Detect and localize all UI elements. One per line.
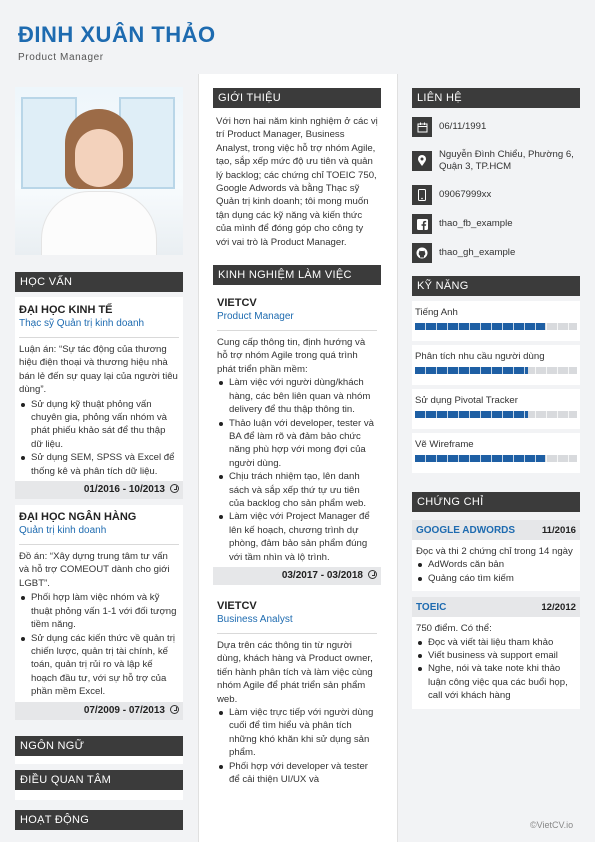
date-text: 03/2017 - 03/2018 [281,569,363,581]
contact-phone[interactable] [412,182,580,208]
skill-bar-track [415,411,577,418]
intro-text: Với hơn hai năm kinh nghiệm ở các vị trí Product Manager, Business Analyst, trong việc hỗ trợ nhóm Agile, tạo, sắp xếp mức độ ưu tiên và quản lý backlog; các chứng chỉ TOEIC 750, Google Adwords và bằng Thạc sỹ Quản trị kinh doanh; tôi mong muốn tận dụng các kỹ năng và kiến thức của mình để đóng góp cho công ty với vai trò là Product Manager. [216,116,378,248]
list-item: Nghe, nói và take note khi thảo luận công việc qua các buổi họp, call với khách hàng [428,662,576,702]
github-text: thao_gh_example [439,246,516,258]
experience-entry [213,591,381,791]
list-item: Sử dụng kỹ thuật phỏng vấn chuyên gia, phỏng vấn nhóm và phát phiếu khảo sát để thu thập dữ liệu. [31,398,179,452]
languages-body [15,756,183,764]
clock-icon [170,705,179,714]
list-item: AdWords căn bản [428,558,576,571]
address-text: Nguyễn Đình Chiểu, Phường 6, Quận 3, TP.HCM [439,148,574,172]
skill-name: Tiếng Anh [415,307,458,318]
date-text: 07/2009 - 07/2013 [83,704,165,716]
certificate-date: 12/2012 [541,601,576,613]
list-item: Sử dụng các kiến thức về quản trị chiến lược, quản trị tài chính, kế toán, quản trị rủi ro và lập kế hoạch đầu tư, với sự hỗ trợ của phần mềm Excel. [31,632,179,699]
list-item: Phối hợp làm việc nhóm và kỹ thuật phỏng vấn 1-1 với đối tượng tiềm năng. [31,591,179,631]
contact-address [412,143,580,179]
phone-icon [412,185,432,205]
school-name: ĐẠI HỌC NGÂN HÀNG [19,511,137,524]
github-icon [412,243,432,263]
section-languages-title: NGÔN NGỮ [15,736,183,756]
location-icon [412,151,432,171]
list-item: Chịu trách nhiệm tạo, lên danh sách và sắp xếp thứ tự ưu tiên của backlog cho sản phẩm web. [229,470,377,510]
experience-description: Dựa trên các thông tin từ người dùng, khách hàng và Product owner, tiến hành phân tích và làm việc cùng nhóm Agile để phát triển sản phẩm web. [217,639,373,705]
divider [217,633,377,634]
skill-item [412,301,580,341]
section-education-title: HỌC VẤN [15,272,183,292]
section-experience-title: KINH NGHIỆM LÀM VIỆC [213,265,381,285]
list-item: Viết business và support email [428,649,576,662]
certificate-entry [412,597,580,708]
footer-credit: ©VietCV.io [530,820,574,830]
school-name: ĐẠI HỌC KINH TẾ [19,304,113,316]
column-divider [397,74,398,842]
birthday-text: 06/11/1991 [439,120,487,132]
certificate-name: TOEIC [416,601,447,613]
company-name: VIETCV [217,297,257,310]
skill-bar-ticks [415,367,577,374]
education-date [15,481,183,499]
education-bullets [15,398,183,478]
section-contact-title: LIÊN HỆ [412,88,580,108]
list-item: Phối hợp với developer và tester để cải thiện UI/UX và [229,760,377,787]
photo-shirt [41,191,157,255]
clock-icon [170,484,179,493]
experience-date [213,567,381,585]
list-item: Làm việc với Project Manager để lên kế hoạch, chương trình dự phòng, đảm bảo sản phẩm đúng với tầm nhìn và lộ trình. [229,510,377,564]
candidate-role: Product Manager [18,52,104,63]
company-name: VIETCV [217,599,257,612]
list-item: Đọc và viết tài liệu tham khảo [428,636,576,649]
skill-bar-track [415,455,577,462]
candidate-name: ĐINH XUÂN THẢO [18,22,216,47]
skills-list [412,301,580,473]
skill-bar-ticks [415,411,577,418]
left-column [15,74,183,830]
divider [217,330,377,331]
experience-description: Cung cấp thông tin, định hướng và hỗ trợ nhóm Agile trong quá trình phát triển phần mềm: [217,337,366,375]
divider [19,337,179,338]
education-entry [15,505,183,719]
degree: Quản trị kinh doanh [19,525,107,537]
facebook-icon [412,214,432,234]
education-description: Đồ án: “Xây dựng trung tâm tư vấn và hỗ trợ COMEOUT dành cho giới LGBT”. [19,551,170,589]
section-activities-title: HOẠT ĐỘNG [15,810,183,830]
education-entry [15,297,183,499]
skill-item [412,433,580,473]
experience-bullets [213,706,381,786]
list-item: Làm việc với người dùng/khách hàng, các bên liên quan và nhóm delivery để thu thập thông tin. [229,376,377,416]
certificate-description: Đọc và thi 2 chứng chỉ trong 14 ngày [416,546,573,557]
list-item: Thảo luận với developer, tester và BA để làm rõ và đảm bảo chức năng phù hợp với mong đợi của người dùng. [229,417,377,471]
certificate-description: 750 điểm. Có thể: [416,623,492,635]
phone-text: 09067999xx [439,188,492,200]
skill-bar-ticks [415,323,577,330]
interests-body [15,790,183,800]
profile-photo [15,87,183,255]
skill-bar-track [415,323,577,330]
clock-icon [368,570,377,579]
date-text: 01/2016 - 10/2013 [83,484,165,496]
skill-name: Phân tích nhu cầu người dùng [415,351,545,362]
skill-name: Vẽ Wireframe [415,439,474,450]
skill-item [412,345,580,385]
divider [19,544,179,545]
list-item: Quảng cáo tìm kiếm [428,572,576,585]
education-description: Luận án: “Sự tác động của thương hiệu điện thoại và thương hiệu nhà bán lẻ đến sự quay lại của người tiêu dùng”. [19,344,178,396]
certificate-bullets [412,636,580,703]
skill-name: Sử dụng Pivotal Tracker [415,395,518,406]
contact-github[interactable] [412,240,580,266]
degree: Thạc sỹ Quản trị kinh doanh [19,318,145,329]
section-certificates-title: CHỨNG CHỈ [412,492,580,512]
skill-bar-track [415,367,577,374]
experience-entry [213,290,381,585]
calendar-icon [412,117,432,137]
certificate-entry [412,520,580,591]
certificate-bullets [412,558,580,585]
contact-facebook[interactable] [412,211,580,237]
contact-birthday [412,114,580,140]
education-date [15,702,183,720]
job-position: Product Manager [217,311,294,323]
education-bullets [15,591,183,698]
middle-column [213,74,381,791]
certificate-date: 11/2016 [541,524,576,536]
skill-item [412,389,580,429]
list-item: Làm việc trực tiếp với người dùng cuối để tìm hiểu và phân tích những khó khăn khi sử dụng sản phẩm. [229,706,377,760]
skill-bar-ticks [415,455,577,462]
facebook-text: thao_fb_example [439,217,513,229]
certificate-header [412,520,580,540]
right-column [412,74,580,709]
section-intro-title: GIỚI THIỆU [213,88,381,108]
photo-face [75,129,123,187]
certificate-header [412,597,580,617]
section-interests-title: ĐIỀU QUAN TÂM [15,770,183,790]
certificate-name: GOOGLE ADWORDS [416,524,516,536]
header [0,0,595,74]
contact-list [412,114,580,266]
section-skills-title: KỸ NĂNG [412,276,580,296]
job-position: Business Analyst [217,613,293,625]
list-item: Sử dụng SEM, SPSS và Excel để thống kê và phân tích dữ liệu. [31,451,179,478]
column-divider [198,74,199,842]
experience-bullets [213,376,381,564]
